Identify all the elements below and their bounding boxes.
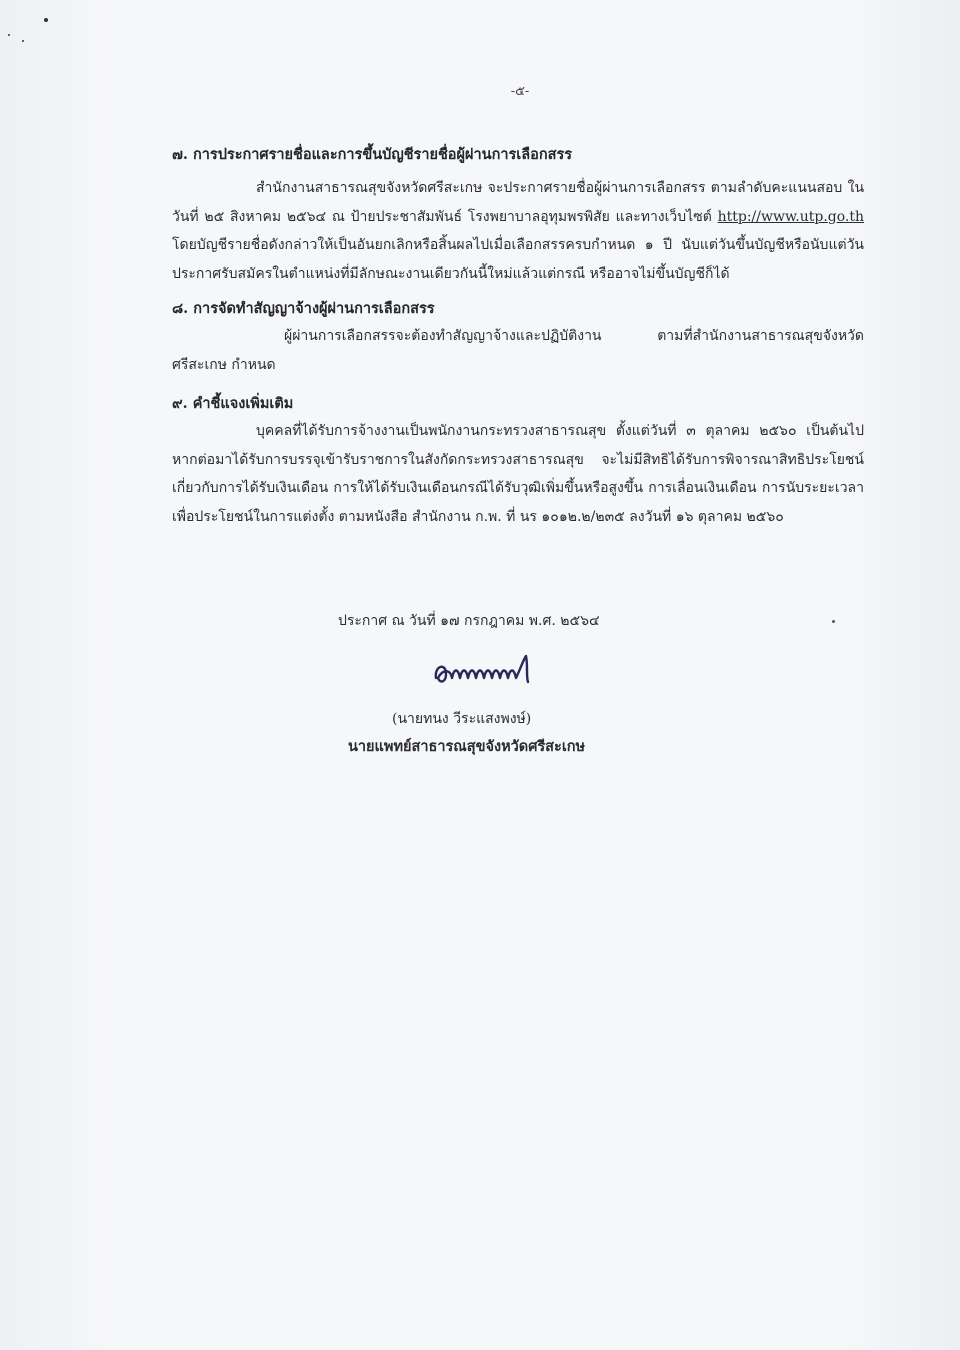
section-8 <box>172 296 864 379</box>
handwritten-signature <box>430 652 540 692</box>
section-heading: ๙. คำชี้แจงเพิ่มเติม <box>172 395 294 412</box>
scan-speck <box>22 40 24 42</box>
page-number: -๕- <box>510 84 530 99</box>
scan-speck <box>44 18 48 22</box>
section-heading: ๘. การจัดทำสัญญาจ้างผู้ผ่านการเลือกสรร <box>172 300 435 317</box>
section-paragraph: บุคคลที่ได้รับการจ้างงานเป็นพนักงานกระทรวงสาธารณสุข ตั้งแต่วันที่ ๓ ตุลาคม ๒๕๖๐ เป็นต้นไป หากต่อมาได้รับการบรรจุเข้ารับราชการในสังกัดกระทรวงสาธารณสุข จะไม่มีสิทธิได้รับการพิจารณาสิทธิประโยชน์เกี่ยวกับการได้รับเงินเดือน การให้ได้รับเงินเดือนกรณีได้รับวุฒิเพิ่มขึ้นหรือสูงขึ้น การเลื่อนเงินเดือน การนับระยะเวลาเพื่อประโยชน์ในการแต่งตั้ง ตามหนังสือ สำนักงาน ก.พ. ที่ นร ๑๐๑๒.๒/๒๓๕ ลงวันที่ ๑๖ ตุลาคม ๒๕๖๐ <box>172 423 864 525</box>
scan-speck <box>832 620 835 623</box>
announcement-date: ประกาศ ณ วันที่ ๑๗ กรกฎาคม พ.ศ. ๒๕๖๔ <box>338 613 600 629</box>
website-link[interactable]: http://www.utp.go.th <box>717 208 865 225</box>
paragraph-line: ในวันที่ ๒๕ สิงหาคม ๒๕๖๔ ณ ป้ายประชาสัมพันธ์ โรงพยาบาลอุทุมพรพิสัย และทางเว็บไซต์ <box>172 180 865 225</box>
signatory-title: นายแพทย์สาธารณสุขจังหวัดศรีสะเกษ <box>348 738 586 755</box>
paragraph-text: โดยบัญชีรายชื่อดังกล่าวให้เป็นอันยกเลิกหรือสิ้นผลไปเมื่อเลือกสรรครบกำหนด ๑ ปี นับแต่วันขึ้นบัญชีหรือนับแต่วันประกาศรับสมัครในตำแหน่งที่มีลักษณะงานเดียวกันนี้ใหม่แล้วแต่กรณี หรืออาจไม่ขึ้นบัญชีก็ได้ <box>172 237 864 282</box>
section-paragraph: ผู้ผ่านการเลือกสรรจะต้องทำสัญญาจ้างและปฏิบัติงาน ตามที่สำนักงานสาธารณสุขจังหวัดศรีสะเกษ กำหนด <box>172 328 864 373</box>
section-paragraph <box>172 174 864 288</box>
scan-speck <box>8 34 10 36</box>
signatory-name: (นายทนง วีระแสงพงษ์) <box>392 711 532 727</box>
section-9 <box>172 391 864 531</box>
document-body <box>172 142 864 531</box>
section-heading: ๗. การประกาศรายชื่อและการขึ้นบัญชีรายชื่อผู้ผ่านการเลือกสรร <box>172 146 573 163</box>
paragraph-line: สำนักงานสาธารณสุขจังหวัดศรีสะเกษ จะประกาศรายชื่อผู้ผ่านการเลือกสรร ตามลำดับคะแนนสอบ <box>256 180 843 196</box>
section-7 <box>172 142 864 288</box>
